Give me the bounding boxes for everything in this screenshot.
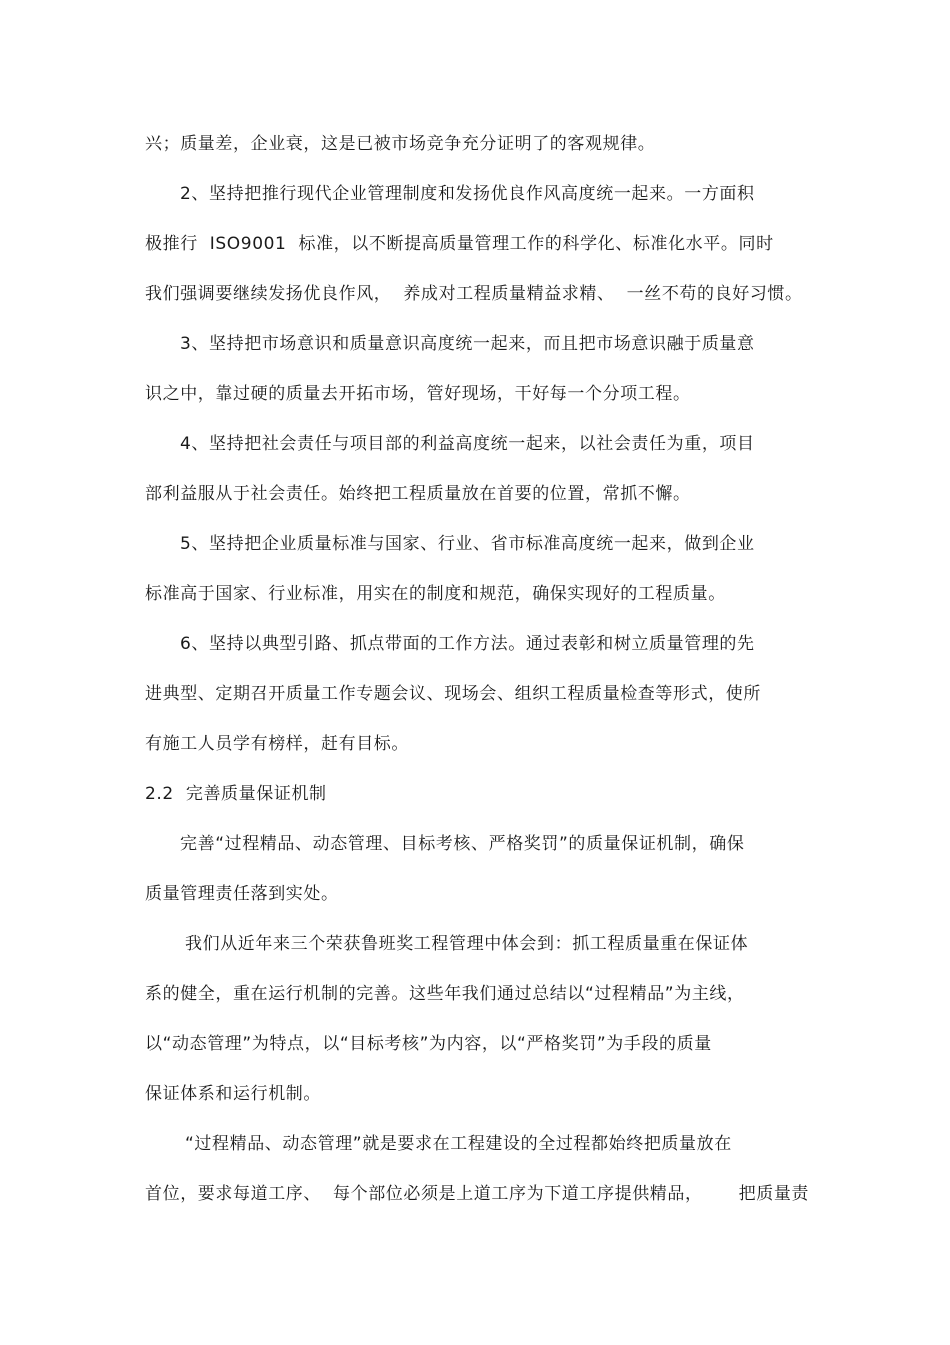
paragraph-line: 首位，要求每道工序、 每个部位必须是上道工序为下道工序提供精品， 把质量责	[145, 1184, 810, 1204]
paragraph-line: 有施工人员学有榜样，赶有目标。	[145, 734, 409, 754]
paragraph-line: 5、坚持把企业质量标准与国家、行业、省市标准高度统一起来，做到企业	[180, 534, 755, 554]
paragraph-line: 保证体系和运行机制。	[145, 1084, 321, 1104]
paragraph-line: 2、坚持把推行现代企业管理制度和发扬优良作风高度统一起来。一方面积	[180, 184, 755, 204]
paragraph-line: 我们强调要继续发扬优良作风， 养成对工程质量精益求精、 一丝不苟的良好习惯。	[145, 284, 803, 304]
paragraph-line: 4、坚持把社会责任与项目部的利益高度统一起来，以社会责任为重，项目	[180, 434, 755, 454]
paragraph-line: 识之中，靠过硬的质量去开拓市场，管好现场，干好每一个分项工程。	[145, 384, 691, 404]
paragraph-line: 以“动态管理”为特点，以“目标考核”为内容，以“严格奖罚”为手段的质量	[145, 1034, 712, 1054]
paragraph-line: 系的健全，重在运行机制的完善。这些年我们通过总结以“过程精品”为主线，	[145, 984, 745, 1004]
paragraph-line: “过程精品、动态管理”就是要求在工程建设的全过程都始终把质量放在	[185, 1134, 732, 1154]
paragraph-line: 3、坚持把市场意识和质量意识高度统一起来，而且把市场意识融于质量意	[180, 334, 755, 354]
paragraph-line: 6、坚持以典型引路、抓点带面的工作方法。通过表彰和树立质量管理的先	[180, 634, 755, 654]
paragraph-line: 标准高于国家、行业标准，用实在的制度和规范，确保实现好的工程质量。	[145, 584, 726, 604]
paragraph-line: 我们从近年来三个荣获鲁班奖工程管理中体会到：抓工程质量重在保证体	[185, 934, 749, 954]
section-heading: 2.2 完善质量保证机制	[145, 784, 327, 804]
paragraph-line: 兴；质量差，企业衰，这是已被市场竞争充分证明了的客观规律。	[145, 134, 656, 154]
paragraph-line: 完善“过程精品、动态管理、目标考核、严格奖罚”的质量保证机制，确保	[180, 834, 745, 854]
paragraph-line: 极推行 ISO9001 标准，以不断提高质量管理工作的科学化、标准化水平。同时	[145, 234, 774, 254]
paragraph-line: 进典型、定期召开质量工作专题会议、现场会、组织工程质量检查等形式，使所	[145, 684, 761, 704]
paragraph-line: 部利益服从于社会责任。始终把工程质量放在首要的位置，常抓不懈。	[145, 484, 691, 504]
paragraph-line: 质量管理责任落到实处。	[145, 884, 339, 904]
